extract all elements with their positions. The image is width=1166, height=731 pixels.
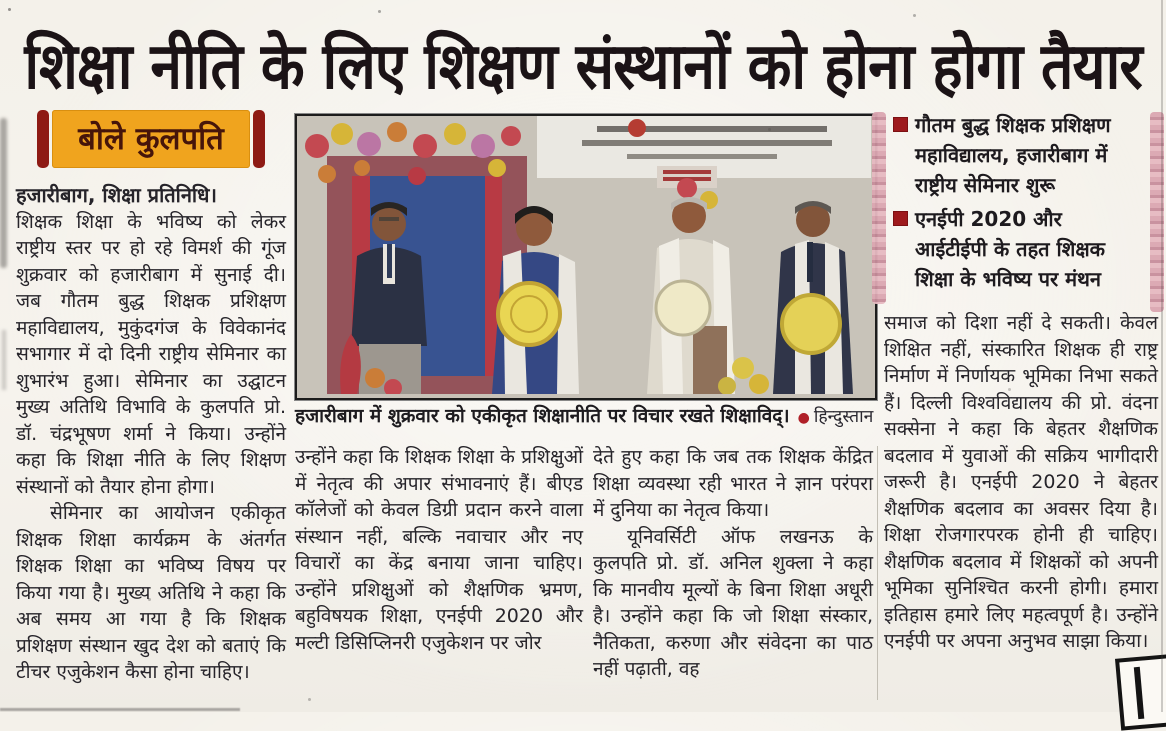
kicker-label: बोले कुलपति	[52, 110, 250, 168]
square-bullet-icon	[894, 118, 907, 131]
square-bullet-icon	[894, 212, 907, 225]
scan-edge-line	[1161, 0, 1163, 712]
photo-overlay	[297, 116, 871, 394]
kicker-left-bar	[37, 110, 49, 168]
center-paragraph: उन्होंने कहा कि शिक्षक शिक्षा के प्रशिक्षुओं में नेतृत्व की अपार संभावनाएं हैं। बीएड कॉलेजों को केवल डिग्री प्रदान करने वाला संस्थान नहीं, बल्कि नवाचार और नए विचारों का केंद्र बनाया जाना चाहिए। उन्होंने प्रशिक्षुओं को शैक्षणिक भ्रमण, बहुविषयक शिक्षा, एनईपी 2020 और मल्टी डिसिप्लिनरी एजुकेशन पर जोर	[295, 446, 583, 654]
highlights-block	[872, 110, 1166, 298]
photo-credit: हिन्दुस्तान	[813, 407, 874, 427]
mid-right-column	[593, 444, 873, 683]
right-paragraph: समाज को दिशा नहीं दे सकती। केवल शिक्षित नहीं, संस्कारित शिक्षक ही राष्ट्र निर्माण में निर्णायक भूमिका निभा सकते हैं। दिल्ली विश्वविद्यालय की प्रो. वंदना सक्सेना ने कहा कि बेहतर शैक्षणिक बदलाव में युवाओं की सक्रिय भागीदारी जरूरी है। एनईपी 2020 ने बेहतर शैक्षणिक बदलाव का अवसर दिया है। शिक्षा रोजगारपरक होनी ही चाहिए। शैक्षणिक बदलाव में शिक्षकों को अपनी भूमिका सुनिश्चित करनी होगी। हमारा इतिहास हमारे लिए महत्वपूर्ण है। उन्होंने एनईपी पर अपना अनुभव साझा किया।	[884, 312, 1158, 652]
article-headline: शिक्षा नीति के लिए शिक्षण संस्थानों को होना होगा तैयार	[24, 29, 1142, 104]
scan-smudge	[2, 330, 6, 390]
scan-smudge	[0, 118, 7, 268]
highlight-text: गौतम बुद्ध शिक्षक प्रशिक्षण महाविद्यालय, हजारीबाग में राष्ट्रीय सेमिनार शुरू	[915, 113, 1111, 197]
kicker-right-bar	[253, 110, 265, 168]
adjacent-clipping-bar	[1134, 667, 1145, 719]
seminar-photo-scene	[297, 116, 871, 394]
left-paragraph-2: सेमिनार का आयोजन एकीकृत शिक्षक शिक्षा कार्यक्रम के अंतर्गत शिक्षक शिक्षा का भविष्य विषय पर किया गया है। मुख्य अतिथि ने कहा कि अब समय आ गया है कि शिक्षक प्रशिक्षण संस्थान खुद देश को बताएं कि टीचर एजुकेशन कैसा होना चाहिए।	[16, 502, 286, 683]
mid-right-paragraph-1: देते हुए कहा कि जब तक शिक्षक केंद्रित शिक्षा व्यवस्था रही भारत ने ज्ञान परंपरा में दुनिया का नेतृत्व किया।	[593, 446, 873, 521]
scan-tear-mark	[0, 708, 240, 711]
highlight-item	[894, 110, 1140, 200]
highlight-item	[894, 204, 1140, 294]
highlight-text: एनईपी 2020 और आईटीईपी के तहत शिक्षक शिक्षा के भविष्य पर मंथन	[915, 207, 1106, 291]
adjacent-clipping-corner	[1115, 653, 1166, 730]
photo-caption: हजारीबाग में शुक्रवार को एकीकृत शिक्षानीति पर विचार रखते शिक्षाविद्।	[295, 405, 790, 427]
center-column	[295, 444, 583, 656]
right-column	[884, 310, 1158, 655]
highlight-left-bar	[872, 112, 886, 304]
kicker-banner	[16, 110, 286, 168]
credit-bullet-icon: ●	[797, 410, 810, 426]
seminar-photo	[295, 114, 877, 400]
photo-caption-row	[295, 404, 877, 430]
highlight-list	[872, 110, 1166, 294]
left-paragraph-1: शिक्षक शिक्षा के भविष्य को लेकर राष्ट्रीय स्तर पर हो रहे विमर्श की गूंज शुक्रवार को हजारीबाग में सुनाई दी। जब गौतम बुद्ध शिक्षक प्रशिक्षण महाविद्यालय, मुकुंदगंज के विवेकानंद सभागार में दो दिनी राष्ट्रीय सेमिनार का शुभारंभ हुआ। सेमिनार का उद्घाटन मुख्य अतिथि विभावि के कुलपति प्रो. डॉ. चंद्रभूषण शर्मा ने किया। उन्होंने कहा कि शिक्षा नीति के लिए शिक्षण संस्थानों को तैयार होना होगा।	[16, 210, 286, 498]
left-column	[16, 106, 286, 686]
scan-specks	[8, 8, 11, 11]
column-rule	[877, 446, 878, 700]
dateline: हजारीबाग, शिक्षा प्रतिनिधि।	[16, 183, 217, 207]
mid-right-paragraph-2: यूनिवर्सिटी ऑफ लखनऊ के कुलपति प्रो. डॉ. अनिल शुक्ला ने कहा कि मानवीय मूल्यों के बिना शिक्षा अधूरी है। उन्होंने कहा कि जो शिक्षा संस्कार, नैतिकता, करुणा और संवेदना का पाठ नहीं पढ़ाती, वह	[593, 525, 873, 680]
